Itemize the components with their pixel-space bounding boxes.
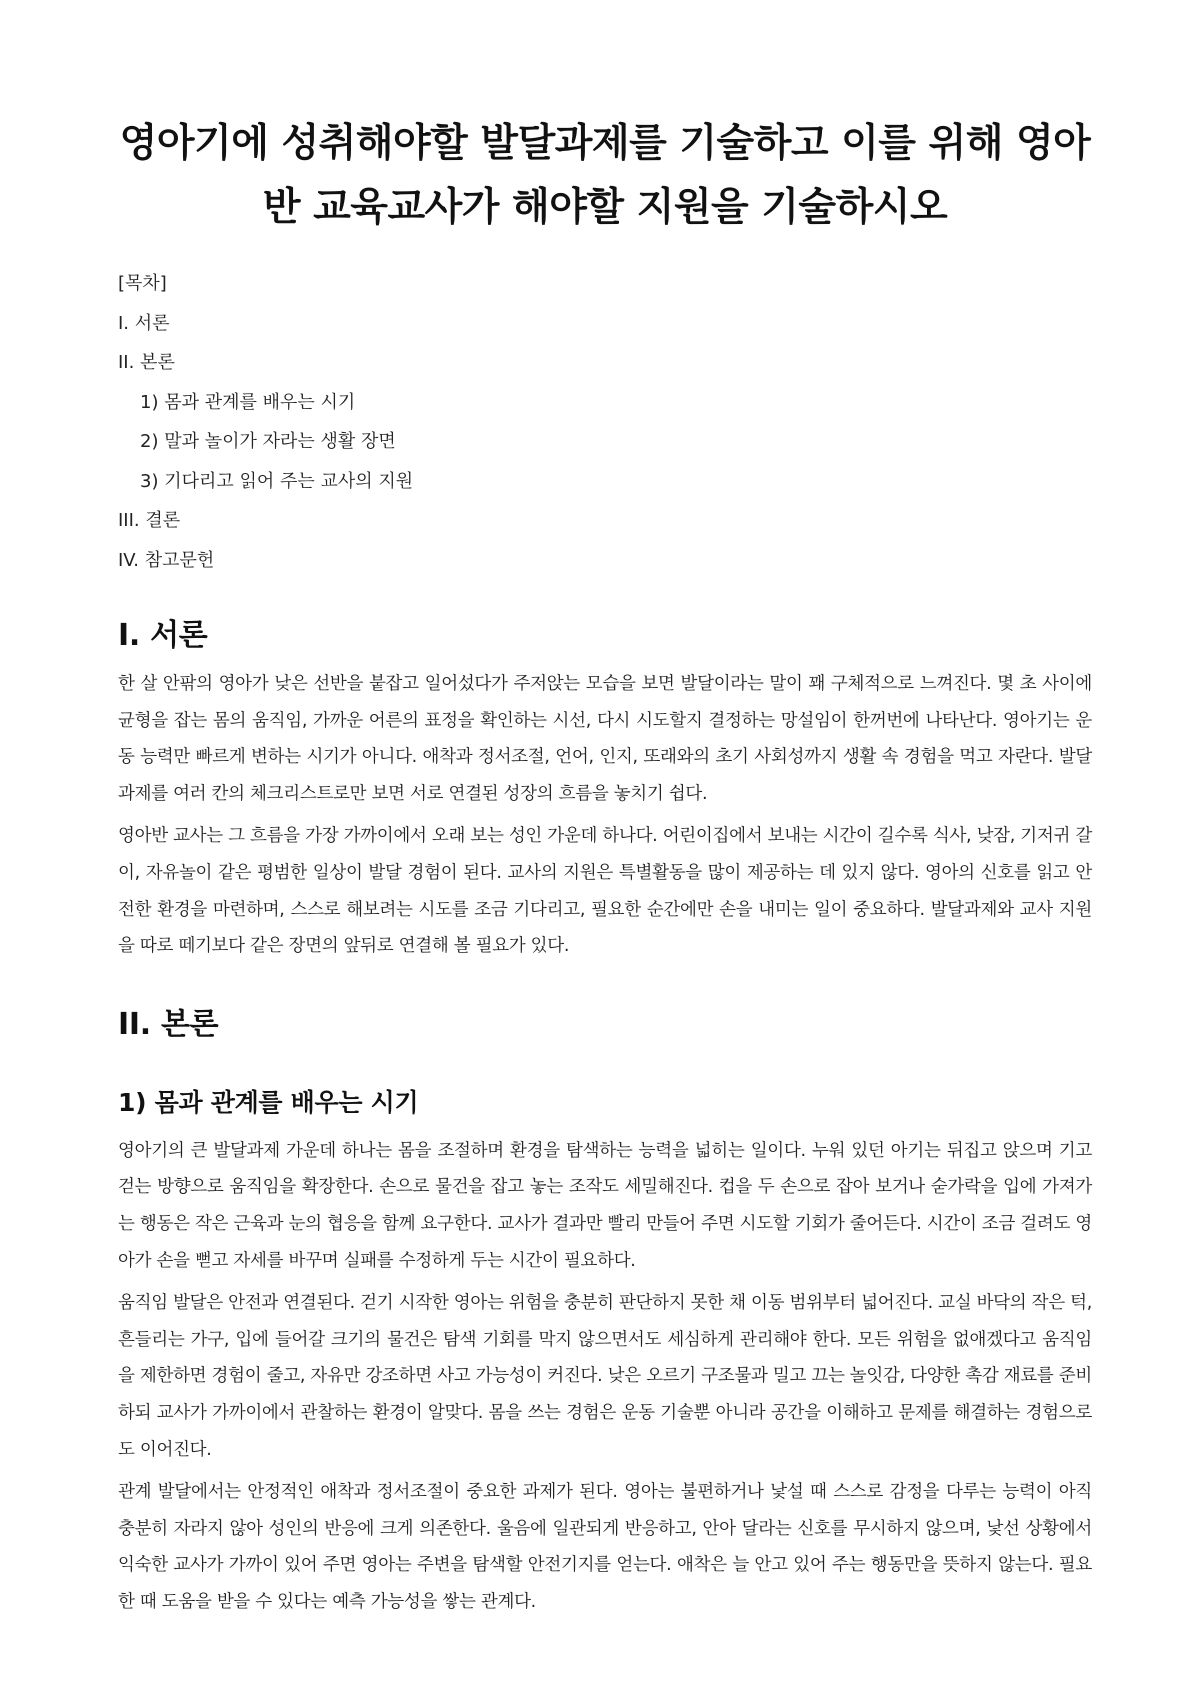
body-heading: II. 본론 bbox=[118, 1006, 219, 1042]
toc-label: [목차] bbox=[118, 273, 167, 294]
document-title: 영아기에 성취해야할 발달과제를 기술하고 이를 위해 영아반 교육교사가 해야할 지원을 기술하시오 bbox=[119, 121, 1091, 230]
toc-item-body: II. 본론 bbox=[118, 352, 175, 373]
body-sub1-paragraph-3: 관계 발달에서는 안정적인 애착과 정서조절이 중요한 과제가 된다. 영아는 불편하거나 낯설 때 스스로 감정을 다루는 능력이 아직 충분히 자라지 않아 성인의 반응에 크게 의존한다. 울음에 일관되게 반응하고, 안아 달라는 신호를 무시하지 않으며, 낯선 상황에서 익숙한 교사가 가까이 있어 주면 영아는 주변을 탐색할 안전기지를 얻는다. 애착은 늘 안고 있어 주는 행동만을 뜻하지 않는다. 필요한 때 도움을 받을 수 있다는 예측 가능성을 쌓는 관계다. bbox=[118, 1482, 1092, 1612]
intro-paragraph-1: 한 살 안팎의 영아가 낮은 선반을 붙잡고 일어섰다가 주저앉는 모습을 보면 발달이라는 말이 꽤 구체적으로 느껴진다. 몇 초 사이에 균형을 잡는 몸의 움직임, 가까운 어른의 표정을 확인하는 시선, 다시 시도할지 결정하는 망설임이 한꺼번에 나타난다. 영아기는 운동 능력만 빠르게 변하는 시기가 아니다. 애착과 정서조절, 언어, 인지, 또래와의 초기 사회성까지 생활 속 경험을 먹고 자란다. 발달과제를 여러 칸의 체크리스트로만 보면 서로 연결된 성장의 흐름을 놓치기 쉽다. bbox=[118, 674, 1092, 804]
toc-item-conclusion: III. 결론 bbox=[118, 510, 181, 531]
toc-item-references: IV. 참고문헌 bbox=[118, 549, 215, 571]
table-of-contents bbox=[118, 264, 1092, 580]
body-sub1-heading: 1) 몸과 관계를 배우는 시기 bbox=[118, 1087, 419, 1117]
toc-item-body-sub2: 2) 말과 놀이가 자라는 생활 장면 bbox=[140, 431, 396, 452]
body-sub1-paragraph-2: 움직임 발달은 안전과 연결된다. 걷기 시작한 영아는 위험을 충분히 판단하지 못한 채 이동 범위부터 넓어진다. 교실 바닥의 작은 턱, 흔들리는 가구, 입에 들어갈 크기의 물건은 탐색 기회를 막지 않으면서도 세심하게 관리해야 한다. 모든 위험을 없애겠다고 움직임을 제한하면 경험이 줄고, 자유만 강조하면 사고 가능성이 커진다. 낮은 오르기 구조물과 밀고 끄는 놀잇감, 다양한 촉감 재료를 준비하되 교사가 가까이에서 관찰하는 환경이 알맞다. 몸을 쓰는 경험은 운동 기술뿐 아니라 공간을 이해하고 문제를 해결하는 경험으로도 이어진다. bbox=[118, 1293, 1092, 1460]
toc-item-body-sub3: 3) 기다리고 읽어 주는 교사의 지원 bbox=[140, 470, 414, 492]
intro-heading: I. 서론 bbox=[118, 618, 208, 653]
body-sub1-paragraph-1: 영아기의 큰 발달과제 가운데 하나는 몸을 조절하며 환경을 탐색하는 능력을 넓히는 일이다. 누워 있던 아기는 뒤집고 앉으며 기고 걷는 방향으로 움직임을 확장한다. 손으로 물건을 잡고 놓는 조작도 세밀해진다. 컵을 두 손으로 잡아 보거나 숟가락을 입에 가져가는 행동은 작은 근육과 눈의 협응을 함께 요구한다. 교사가 결과만 빨리 만들어 주면 시도할 기회가 줄어든다. 시간이 조금 걸려도 영아가 손을 뻗고 자세를 바꾸며 실패를 수정하게 두는 시간이 필요하다. bbox=[118, 1140, 1092, 1271]
toc-item-body-sub1: 1) 몸과 관계를 배우는 시기 bbox=[140, 391, 356, 413]
intro-paragraph-2: 영아반 교사는 그 흐름을 가장 가까이에서 오래 보는 성인 가운데 하나다. 어린이집에서 보내는 시간이 길수록 식사, 낮잠, 기저귀 갈이, 자유놀이 같은 평범한 일상이 발달 경험이 된다. 교사의 지원은 특별활동을 많이 제공하는 데 있지 않다. 영아의 신호를 읽고 안전한 환경을 마련하며, 스스로 해보려는 시도를 조금 기다리고, 필요한 순간에만 손을 내미는 일이 중요하다. 발달과제와 교사 지원을 따로 떼기보다 같은 장면의 앞뒤로 연결해 볼 필요가 있다. bbox=[118, 826, 1092, 957]
toc-item-intro: I. 서론 bbox=[118, 312, 170, 334]
